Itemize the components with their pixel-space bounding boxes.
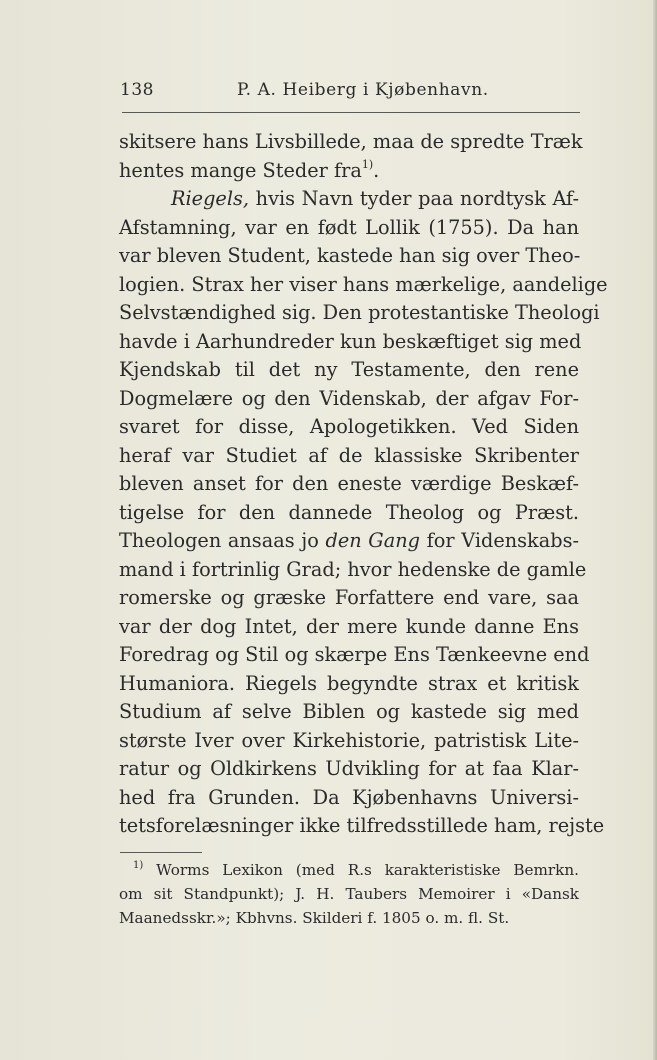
text-line: hed fra Grunden. Da Kjøbenhavns Universi- [119,785,579,809]
text-line: største Iver over Kirkehistorie, patristisk Lite- [119,728,579,752]
text-line: Dogmelære og den Videnskab, der afgav For- [119,386,579,410]
footnote-line: Maanedsskr.»; Kbhvns. Skilderi f. 1805 o. m. fl. St. [119,909,510,927]
text-line: havde i Aarhundreder kun beskæftiget sig med [119,329,582,353]
text-line: heraf var Studiet af de klassiske Skribenter [119,443,579,467]
text-line: skitsere hans Livsbillede, maa de spredte Træk [119,130,583,153]
text-line-content: hvis Navn tyder paa nordtysk Af- [249,187,579,210]
footnote-line: om sit Standpunkt); J. H. Taubers Memoirer i «Dansk [119,885,579,903]
footnote-rule [120,852,202,853]
text-line: logien. Strax her viser hans mærkelige, aandelige [119,272,608,296]
text-line: ratur og Oldkirkens Udvikling for at faa Klar- [119,757,579,780]
text-line-content: Theologen ansaas jo [119,529,326,552]
text-line: Foredrag og Stil og skærpe Ens Tænkeevne end [119,643,590,666]
text-line: tigelse for den dannede Theolog og Præst. [119,500,579,524]
page-header [120,80,580,104]
footnote-text: Worms Lexikon (med R.s karakteristiske Bemrkn. [143,861,579,879]
text-line: tetsforelæsninger ikke tilfredsstillede ham, rejste [119,814,605,837]
text-line-content: for Videnskabs- [419,529,579,552]
name-riegels: Riegels, [171,187,250,210]
text-line: Studium af selve Biblen og kastede sig med [119,700,579,723]
body-text [119,128,608,841]
text-line-content: hentes mange Steder fra [119,158,362,182]
footnotes [119,858,579,930]
text-line [119,185,579,214]
text-line: var der dog Intet, der mere kunde danne Ens [119,614,579,638]
text-line-tail: . [373,158,380,182]
text-line: var bleven Student, kastede han sig over Theo- [119,244,581,267]
text-line: Selvstændighed sig. Den protestantiske Theologi [119,301,600,324]
text-line: svaret for disse, Apologetikken. Ved Siden [119,415,579,438]
running-head: P. A. Heiberg i Kjøbenhavn. [237,80,489,100]
text-line: Humaniora. Riegels begyndte strax et kritisk [119,671,579,695]
text-line: Afstamning, var en født Lollik (1755). Da han [119,215,579,239]
text-line: Kjendskab til det ny Testamente, den rene [119,358,579,381]
page-edge [653,0,657,1060]
footnote-marker: 1) [133,860,144,871]
page-number: 138 [120,80,154,100]
text-line: bleven anset for den eneste værdige Beskæf- [119,472,579,495]
header-rule [122,112,580,113]
footnote-ref[interactable]: 1) [361,157,374,171]
text-line [119,527,579,556]
text-line [119,157,579,186]
text-line: romerske og græske Forfattere end vare, saa [119,586,579,609]
footnote-line [119,858,579,882]
text-line: mand i fortrinlig Grad; hvor hedenske de gamle [119,557,587,581]
italic-phrase: den Gang [325,529,420,552]
